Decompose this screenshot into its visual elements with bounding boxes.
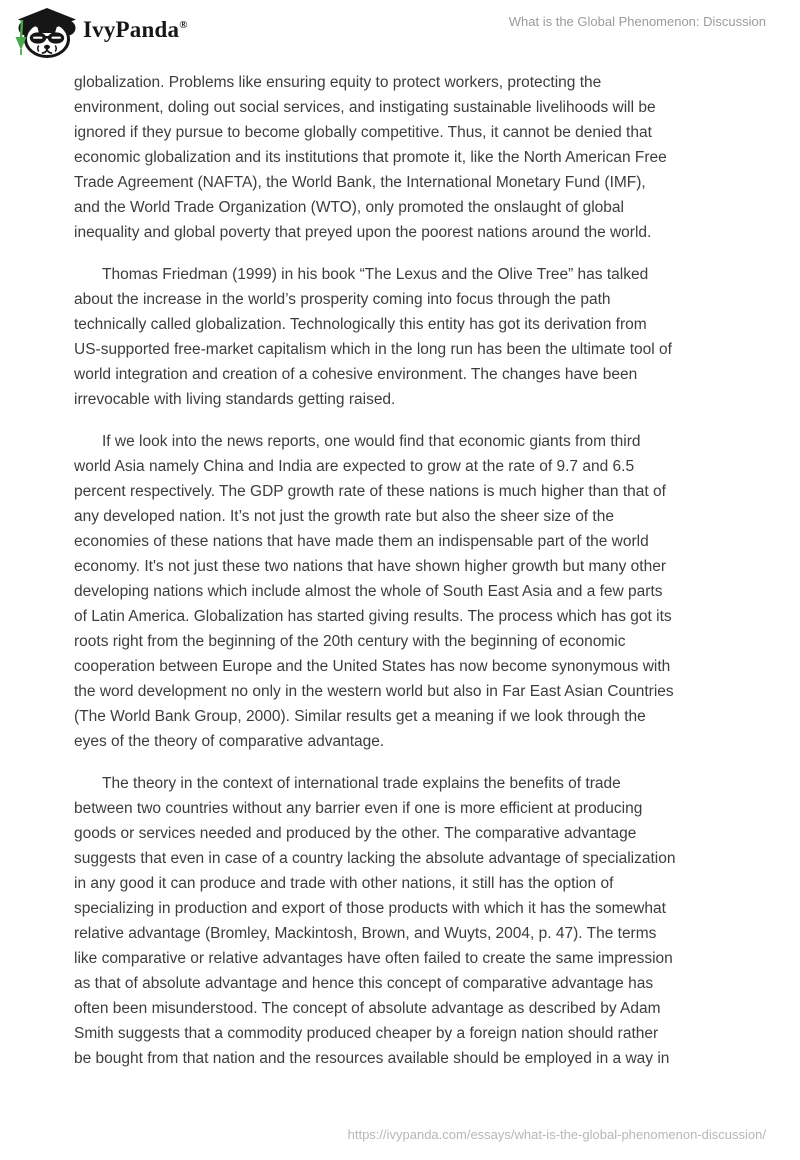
page-header bbox=[0, 0, 800, 66]
text-line: cooperation between Europe and the United States has now become synonymous with bbox=[74, 658, 671, 675]
text-line: economic globalization and its institutions that promote it, like the North American Free bbox=[74, 149, 667, 166]
text-line: specializing in production and export of those products with which it has the somewhat bbox=[74, 900, 666, 917]
text-line: ignored if they pursue to become globally competitive. Thus, it cannot be denied that bbox=[74, 124, 652, 141]
text-line: roots right from the beginning of the 20th century with the beginning of economic bbox=[74, 633, 626, 650]
paragraph bbox=[74, 262, 734, 412]
paragraph bbox=[74, 70, 734, 245]
text-line: and the World Trade Organization (WTO), only promoted the onslaught of global bbox=[74, 199, 624, 216]
text-line: suggests that even in case of a country lacking the absolute advantage of specialization bbox=[74, 850, 676, 867]
text-line: in any good it can produce and trade with other nations, it still has the option of bbox=[74, 875, 614, 892]
text-line: If we look into the news reports, one would find that economic giants from third bbox=[102, 433, 641, 450]
document-body bbox=[74, 70, 734, 1088]
text-line: environment, doling out social services, and instigating sustainable livelihoods will be bbox=[74, 99, 656, 116]
text-line: between two countries without any barrier even if one is more efficient at producing bbox=[74, 800, 643, 817]
paragraph bbox=[74, 771, 734, 1071]
text-line: globalization. Problems like ensuring equity to protect workers, protecting the bbox=[74, 74, 602, 91]
footer-source-url[interactable]: https://ivypanda.com/essays/what-is-the-global-phenomenon-discussion/ bbox=[347, 1127, 766, 1142]
text-line: of Latin America. Globalization has started giving results. The process which has got its bbox=[74, 608, 672, 625]
text-line: economies of these nations that have made them an indispensable part of the world bbox=[74, 533, 649, 550]
text-line: eyes of the theory of comparative advantage. bbox=[74, 733, 385, 750]
text-line: (The World Bank Group, 2000). Similar results get a meaning if we look through the bbox=[74, 708, 646, 725]
text-line: any developed nation. It’s not just the growth rate but also the sheer size of the bbox=[74, 508, 614, 525]
text-line: be bought from that nation and the resources available should be employed in a way in bbox=[74, 1050, 670, 1067]
text-line: world integration and creation of a cohesive environment. The changes have been bbox=[74, 366, 638, 383]
text-line: percent respectively. The GDP growth rate of these nations is much higher than that of bbox=[74, 483, 666, 500]
running-head-title: What is the Global Phenomenon: Discussion bbox=[508, 14, 766, 29]
text-line: Thomas Friedman (1999) in his book “The Lexus and the Olive Tree” has talked bbox=[102, 266, 649, 283]
text-line: The theory in the context of international trade explains the benefits of trade bbox=[102, 775, 621, 792]
brand-name: IvyPanda bbox=[83, 17, 180, 42]
registered-trademark-symbol: ® bbox=[179, 19, 188, 31]
text-line: developing nations which include almost the whole of South East Asia and a few parts bbox=[74, 583, 663, 600]
text-line: economy. It's not just these two nations that have shown higher growth but many other bbox=[74, 558, 667, 575]
text-line: as that of absolute advantage and hence this concept of comparative advantage has bbox=[74, 975, 654, 992]
text-line: Trade Agreement (NAFTA), the World Bank, the International Monetary Fund (IMF), bbox=[74, 174, 646, 191]
ivypanda-panda-logo-icon[interactable] bbox=[13, 6, 79, 60]
text-line: often been misunderstood. The concept of absolute advantage as described by Adam bbox=[74, 1000, 661, 1017]
brand-wordmark[interactable] bbox=[83, 17, 188, 43]
text-line: relative advantage (Bromley, Mackintosh, Brown, and Wuyts, 2004, p. 47). The terms bbox=[74, 925, 657, 942]
text-line: goods or services needed and produced by the other. The comparative advantage bbox=[74, 825, 637, 842]
text-line: technically called globalization. Technologically this entity has got its derivation from bbox=[74, 316, 647, 333]
text-line: about the increase in the world’s prosperity coming into focus through the path bbox=[74, 291, 611, 308]
text-line: inequality and global poverty that preyed upon the poorest nations around the world. bbox=[74, 224, 652, 241]
text-line: the word development no only in the western world but also in Far East Asian Countries bbox=[74, 683, 674, 700]
text-line: irrevocable with living standards getting raised. bbox=[74, 391, 396, 408]
text-line: like comparative or relative advantages have often failed to create the same impression bbox=[74, 950, 673, 967]
text-line: world Asia namely China and India are expected to grow at the rate of 9.7 and 6.5 bbox=[74, 458, 635, 475]
paragraph bbox=[74, 429, 734, 754]
text-line: US-supported free-market capitalism which in the long run has been the ultimate tool of bbox=[74, 341, 672, 358]
text-line: Smith suggests that a commodity produced cheaper by a foreign nation should rather bbox=[74, 1025, 659, 1042]
